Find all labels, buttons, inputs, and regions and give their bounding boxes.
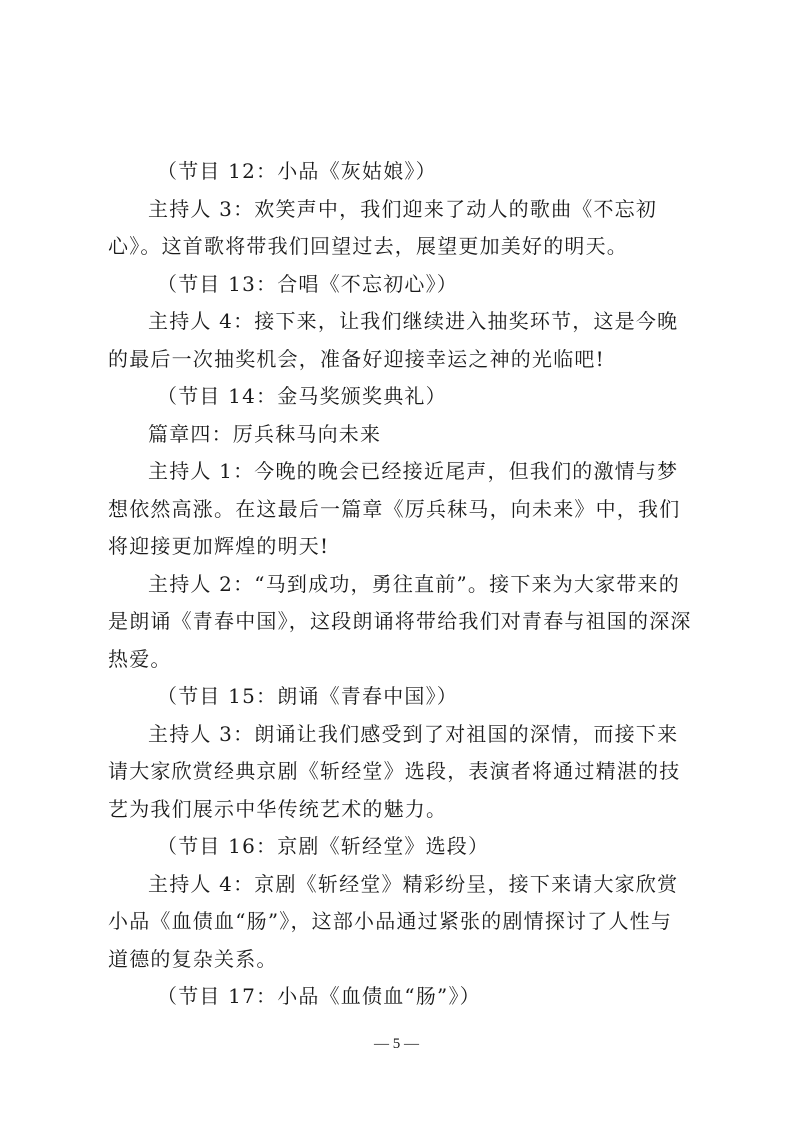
program-line-16: （节目 16：京剧《斩经堂》选段） <box>157 834 490 858</box>
page-body <box>108 153 693 1016</box>
host-2-speech: 主持人 2：“马到成功，勇往直前”。接下来为大家带来的是朗诵《青春中国》，这段朗诵将带给我们对青春与祖国的深深热爱。 <box>108 571 692 671</box>
program-line-13: （节目 13：合唱《不忘初心》） <box>157 271 459 296</box>
program-line-14: （节目 14：金马奖颁奖典礼） <box>157 384 447 408</box>
host-3-speech: 主持人 3：欢笑声中，我们迎来了动人的歌曲《不忘初心》。这首歌将带我们回望过去，展望更加美好的明天。 <box>108 196 658 258</box>
program-line-15: （节目 15：朗诵《青春中国》） <box>157 684 459 708</box>
program-line-17: （节目 17：小品《血债血“肠”》） <box>157 984 481 1008</box>
host-1-speech: 主持人 1：今晚的晚会已经接近尾声，但我们的激情与梦想依然高涨。在这最后一篇章《厉兵秣马，向未来》中，我们将迎接更加辉煌的明天! <box>108 459 681 558</box>
host-4-speech-2: 主持人 4：京剧《斩经堂》精彩纷呈，接下来请大家欣赏小品《血债血“肠”》，这部小品通过紧张的剧情探讨了人性与道德的复杂关系。 <box>108 871 679 971</box>
chapter-heading: 篇章四：厉兵秣马向未来 <box>148 421 382 446</box>
host-3-speech-2: 主持人 3：朗诵让我们感受到了对祖国的深情，而接下来请大家欣赏经典京剧《斩经堂》选段，表演者将通过精湛的技艺为我们展示中华传统艺术的魅力。 <box>108 721 681 821</box>
host-4-speech: 主持人 4：接下来，让我们继续进入抽奖环节，这是今晚的最后一次抽奖机会，准备好迎接幸运之神的光临吧! <box>108 309 679 371</box>
program-line-12: （节目 12：小品《灰姑娘》） <box>157 159 437 183</box>
page-number: — 5 — <box>374 1036 419 1052</box>
